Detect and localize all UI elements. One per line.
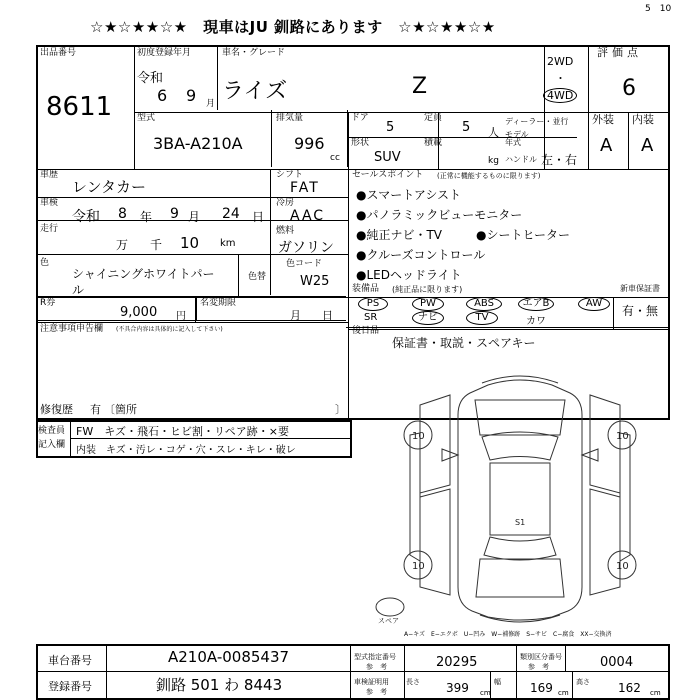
car-diagram [370,365,670,625]
plate-value: 釧路 501 わ 8443 [156,676,283,694]
shift-label: シフト [276,170,304,180]
color-value-line1: シャイニングホワイトパー [72,267,215,281]
car-label: 車名・グレード [222,48,286,58]
chassis-value: A210A-0085437 [168,648,290,666]
color-code: W25 [300,274,330,289]
inspection-month: 9 [170,206,179,222]
car-name: ライズ [222,79,288,104]
registration-era: 令和 [137,71,164,86]
class-label: 類別区分番号 [520,653,562,661]
lot-label: 出品番号 [40,48,77,58]
spare-label: スペア [378,617,399,625]
load-label: 積載 [424,138,443,148]
inspector-line-1: FW キズ・飛石・ヒビ割・リペア跡・×要 [76,425,289,438]
damage-mark: 10 [616,561,629,572]
type-num-label: 型式指定番号 [354,653,396,661]
warranty-value: 有・無 [622,304,659,318]
notes-label: 注意事項申告欄 [40,324,104,334]
width-unit: cm [558,689,569,697]
selling-point: ●シートヒーター [476,228,570,242]
inspection-day: 24 [222,206,240,222]
equipment-item: ナビ [412,311,444,325]
mileage-man: 万 [116,238,129,252]
selling-point: ●スマートアシスト [356,188,462,202]
inspection-month-unit: 月 [188,210,201,224]
inspector-line-2: 内装 キズ・汚レ・コゲ・穴・スレ・キレ・破レ [76,445,296,456]
repaint-label: 色替 [248,272,267,282]
inspection-year-unit: 年 [140,210,153,224]
registration-label: 初度登録年月 [137,48,192,58]
height-unit: cm [650,689,661,697]
inspector-label-1: 検査員 [38,426,66,436]
displacement-value: 996 [294,134,325,153]
mileage-label: 走行 [40,224,59,234]
equipment-item: PW [412,297,444,311]
registration-month-unit: 月 [206,99,216,109]
recycle-unit: 円 [176,311,186,322]
aircon-value: AAC [290,208,326,224]
damage-mark: 10 [412,561,425,572]
color-label: 色 [40,258,50,268]
rating-ext-value: A [600,135,613,156]
auction-sheet [36,45,670,420]
rating-ext-label: 外装 [592,113,614,126]
cert-ref: 参 考 [366,688,387,696]
rating-int-label: 内装 [632,113,654,126]
chassis-label: 車台番号 [48,654,92,667]
selling-point: ●純正ナビ・TV [356,228,443,242]
registration-month: 9 [186,86,197,105]
drive-4wd: 4WD [543,88,577,103]
aircon-label: 冷房 [276,198,295,208]
load-unit: kg [488,156,499,166]
length-unit: cm [480,689,491,697]
color-code-label: 色コード [286,259,323,269]
type-num-ref: 参 考 [366,663,387,671]
capacity-value: 5 [462,120,471,135]
damage-mark: 10 [412,431,425,442]
accessories-value: 保証書・取説・スペアキー [392,336,536,350]
recycle-label: R券 [40,298,56,308]
equipment-item: SR [364,312,378,323]
displacement-label: 排気量 [276,113,304,123]
name-change-label: 名変期限 [200,298,237,308]
color-value-line2: ル [72,283,85,297]
model-value: 3BA-A210A [153,134,243,153]
mileage-sen: 千 [150,238,163,252]
selling-points-note: (正常に機能するものに限ります) [437,172,541,180]
equipment-item: カワ [526,316,546,327]
cert-label: 車検証明用 [354,678,389,686]
rating-int-value: A [641,135,654,156]
mileage-unit: km [220,238,236,249]
fuel-label: 燃料 [276,226,295,236]
accessories-label: 後日品 [352,326,380,336]
damage-legend: A−キズ E−エクボ U−凹み W−補修跡 S−サビ C−腐食 XX−交換済 [404,631,612,638]
inspector-label-2: 記入欄 [38,440,66,450]
selling-point: ●クルーズコントロール [356,248,486,262]
selling-point: ●パノラミックビューモニター [356,208,523,222]
body-label: 形状 [351,138,370,148]
shift-value: FAT [290,180,320,196]
recycle-value: 9,000 [120,305,158,320]
capacity-unit: 人 [488,126,499,139]
corner-mark: 5 10 [645,4,672,14]
drive-dot: ・ [555,72,566,85]
model-label: 型式 [137,113,156,123]
footer-box [36,644,670,700]
model-year-label: モデル年式 [505,130,529,147]
handle-label: ハンドル [505,155,537,164]
warranty-label: 新車保証書 [620,284,660,293]
fuel-value: ガソリン [278,240,334,256]
capacity-label: 定員 [424,113,443,123]
equipment-item: PS [358,297,388,311]
mileage-value: 10 [180,234,200,252]
selling-point: ●LEDヘッドライト [356,268,462,282]
doors-value: 5 [386,120,395,135]
inspection-label: 車検 [40,198,59,208]
inspection-era: 令和 [72,209,100,225]
repair-label: 修復歴 [40,403,73,416]
drive-2wd: 2WD [547,55,574,68]
plate-label: 登録番号 [48,680,92,693]
repair-close: 〕 [335,403,346,416]
width-label: 幅 [494,678,501,686]
banner: ☆★☆★★☆★ 現車はJU 釧路にあります ☆★☆★★☆★ [90,18,496,36]
doors-label: ドア [351,113,369,123]
name-change-month: 月 [290,309,301,322]
history-label: 車歴 [40,170,59,180]
height-label: 高さ [576,678,590,686]
lot-number: 8611 [46,92,113,122]
handle-value: 左・右 [541,153,578,167]
type-num-value: 20295 [436,655,478,670]
inspection-day-unit: 日 [252,210,265,224]
length-value: 399 [446,681,469,695]
inspection-year: 8 [118,206,127,222]
registration-year: 6 [157,86,168,105]
equipment-item: AW [578,297,610,311]
dealer-label: ディーラー・並行 [505,117,569,126]
damage-mark: S1 [515,518,526,527]
repair-value: 有 [90,403,101,416]
notes-note: (不具合内容は具体的に記入して下さい) [116,326,223,333]
history-value: レンタカー [72,178,147,196]
rating-value: 6 [622,76,636,101]
body-value: SUV [374,150,401,165]
equipment-item: TV [466,311,498,325]
equipment-item: エアB [518,297,554,311]
selling-points-label: セールスポイント [352,170,424,180]
equipment-item: ABS [466,297,502,311]
rating-label: 評価点 [597,46,642,59]
class-value: 0004 [600,655,634,670]
repair-bracket: 〔箇所 [104,403,137,416]
displacement-unit: cc [330,153,340,163]
length-label: 長さ [406,678,420,686]
class-ref: 参 考 [528,663,549,671]
height-value: 162 [618,681,641,695]
width-value: 169 [530,681,553,695]
equipment-note: (純正品に限ります) [392,285,463,294]
damage-mark: 10 [616,431,629,442]
name-change-day: 日 [322,309,333,322]
equipment-label: 装備品 [352,284,380,294]
car-grade: Z [412,74,428,99]
body-outline [458,380,582,620]
